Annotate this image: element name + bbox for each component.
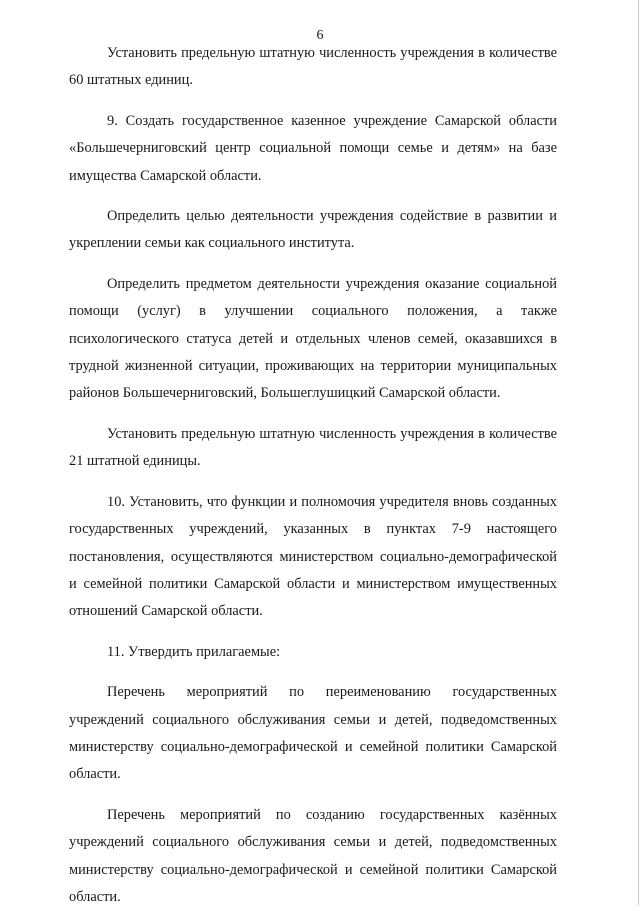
document-body — [69, 40, 557, 911]
page-edge — [638, 0, 639, 905]
paragraph-staff-60: Установить предельную штатную численность учреждения в количестве 60 штатных единиц. — [69, 45, 557, 89]
paragraph-item-11: 11. Утвердить прилагаемые: — [107, 643, 281, 660]
paragraph-list-create: Перечень мероприятий по созданию государственных казённых учреждений социального обслуживания семьи и детей, подведомственных министерству социально-демографической и семейной политики Самарской области. — [69, 806, 557, 905]
paragraph-subject: Определить предметом деятельности учреждения оказание социальной помощи (услуг) в улучшении социального положения, а также психологического статуса детей и отдельных членов семей, оказавшихся в трудной жизненной ситуации, проживающих на территории муниципальных районов Большечерниговский, Большеглушицкий Самарской области. — [69, 275, 557, 402]
paragraph-list-rename: Перечень мероприятий по переименованию государственных учреждений социального обслуживания семьи и детей, подведомственных министерству социально-демографической и семейной политики Самарской области. — [69, 684, 557, 783]
paragraph-staff-21: Установить предельную штатную численность учреждения в количестве 21 штатной единицы. — [69, 425, 557, 470]
paragraph-item-10: 10. Установить, что функции и полномочия учредителя вновь созданных государственных учреждений, указанных в пунктах 7-9 настоящего постановления, осуществляются министерством социально-демографической и семейной политики Самарской области и министерством имущественных отношений Самарской области. — [69, 493, 557, 620]
paragraph-item-9: 9. Создать государственное казенное учреждение Самарской области «Большечерниговский центр социальной помощи семье и детям» на базе имущества Самарской области. — [69, 112, 557, 184]
paragraph-goal: Определить целью деятельности учреждения содействие в развитии и укреплении семьи как социального института. — [69, 208, 557, 252]
page-number: 6 — [316, 28, 324, 43]
